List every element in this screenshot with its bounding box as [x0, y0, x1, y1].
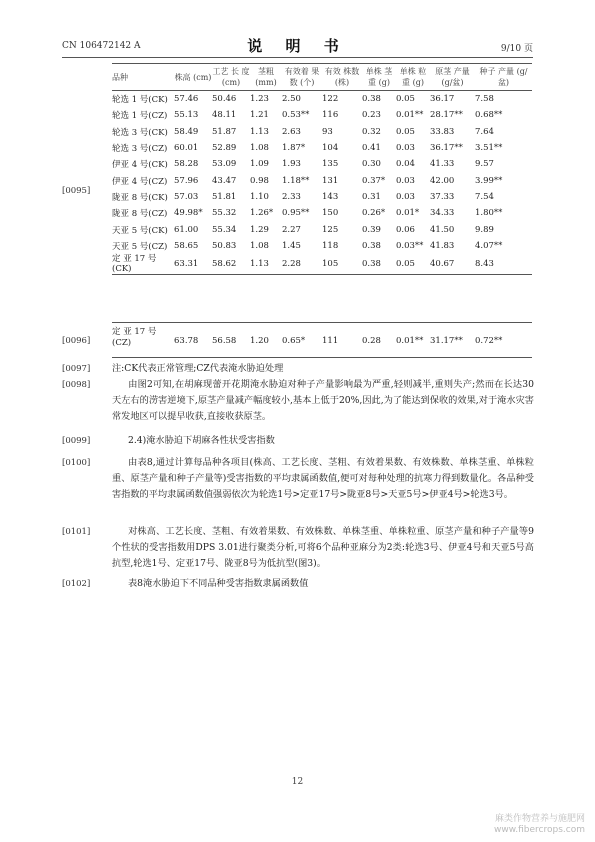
value-cell: 50.46 [212, 94, 237, 105]
value-cell: 56.58 [212, 336, 237, 346]
value-cell: 1.93 [282, 159, 301, 170]
para-tag-0095: [0095] [62, 186, 91, 196]
value-cell: 9.57 [475, 159, 494, 170]
table-row [112, 124, 532, 140]
value-cell: 52.89 [212, 143, 237, 154]
value-cell: 1.09 [250, 159, 269, 170]
value-cell: 0.03 [396, 143, 415, 154]
value-cell: 2.28 [282, 258, 301, 269]
value-cell: 105 [322, 258, 339, 269]
value-cell: 0.72** [475, 336, 503, 346]
value-cell: 9.89 [475, 224, 494, 235]
para-tag-0102: [0102] [62, 579, 91, 589]
value-cell: 63.31 [174, 258, 199, 269]
variety-cell: 伊亚 4 号(CK) [112, 160, 168, 171]
value-cell: 0.01** [396, 336, 424, 346]
paragraph-text: 由表8,通过计算每品种各项目(株高、工艺长度、茎粗、有效着果数、有效株数、单株茎重、单株粒重、原茎产量和种子产量等)受害指数的平均隶属函数值,便可对每种处理的抗寒力得到数量化。各品种受害指数的平均隶属函数值强弱依次为轮选1号>定亚17号>陇亚8号>天亚5号>伊亚4号>轮选3号。 [112, 457, 534, 500]
section-heading-text: 2.4)淹水胁迫下胡麻各性状受害指数 [128, 435, 275, 446]
paragraph-0100 [112, 455, 534, 503]
value-cell: 28.17** [430, 110, 463, 121]
para-tag-0099: [0099] [62, 436, 91, 446]
value-cell: 33.83 [430, 126, 455, 137]
header-raw-stem-yield: 原茎 产量 (g/盆) [435, 67, 470, 87]
trait-table [112, 63, 532, 275]
value-cell: 1.10 [250, 191, 269, 202]
value-cell: 37.33 [430, 191, 455, 202]
value-cell: 2.27 [282, 224, 301, 235]
value-cell: 51.87 [212, 126, 237, 137]
value-cell: 0.04 [396, 159, 415, 170]
section-heading [112, 433, 534, 449]
table-row [112, 107, 532, 123]
value-cell: 0.95** [282, 208, 310, 219]
value-cell: 0.23 [362, 110, 381, 121]
header-variety: 品种 [112, 72, 128, 82]
value-cell: 0.41 [362, 143, 381, 154]
page-indicator: 9/10 页 [500, 44, 533, 54]
value-cell: 1.20 [250, 336, 269, 346]
value-cell: 0.05 [396, 126, 415, 137]
header-technical-length: 工艺 长 度 (cm) [212, 67, 250, 87]
value-cell: 7.64 [475, 126, 494, 137]
value-cell: 60.01 [174, 143, 199, 154]
value-cell: 0.38 [362, 258, 381, 269]
value-cell: 0.28 [362, 336, 381, 346]
value-cell: 57.46 [174, 94, 199, 105]
value-cell: 57.03 [174, 191, 199, 202]
variety-cell: 伊亚 4 号(CZ) [112, 176, 168, 187]
value-cell: 41.50 [430, 224, 455, 235]
table-row [112, 172, 532, 188]
value-cell: 48.11 [212, 110, 237, 121]
value-cell: 34.33 [430, 208, 455, 219]
value-cell: 135 [322, 159, 339, 170]
value-cell: 1.13 [250, 258, 269, 269]
value-cell: 1.29 [250, 224, 269, 235]
value-cell: 0.05 [396, 94, 415, 105]
value-cell: 1.80** [475, 208, 503, 219]
variety-cell: 天亚 5 号(CK) [112, 225, 168, 236]
value-cell: 93 [322, 126, 333, 137]
header-effective-bolls: 有效着 果数 (个) [284, 67, 320, 87]
value-cell: 36.17 [430, 94, 455, 105]
paragraph-text: 对株高、工艺长度、茎粗、有效着果数、有效株数、单株茎重、单株粒重、原茎产量和种子产量等9个性状的受害指数用DPS 3.01进行聚类分析,可将6个品种亚麻分为2类:轮选3号、伊亚4号和天亚5号高抗型,轮选1号、定亚17号、陇亚8号为低抗型(图3)。 [112, 526, 534, 569]
table-row [112, 238, 532, 254]
value-cell: 31.17** [430, 336, 463, 346]
value-cell: 4.07** [475, 240, 503, 251]
table-row [112, 140, 532, 156]
value-cell: 0.68** [475, 110, 503, 121]
table-row [112, 254, 532, 275]
watermark-site-name: 麻类作物营养与施肥网 [494, 814, 585, 824]
value-cell: 1.45 [282, 240, 301, 251]
value-cell: 0.03 [396, 191, 415, 202]
value-cell: 0.01** [396, 110, 424, 121]
value-cell: 1.21 [250, 110, 269, 121]
value-cell: 41.83 [430, 240, 455, 251]
variety-cell: 轮选 1 号(CZ) [112, 111, 168, 122]
table-header-row [112, 64, 532, 91]
value-cell: 0.03 [396, 175, 415, 186]
variety-cell: 轮选 3 号(CK) [112, 127, 168, 138]
para-tag-0101: [0101] [62, 527, 91, 537]
value-cell: 1.23 [250, 94, 269, 105]
value-cell: 7.58 [475, 94, 494, 105]
value-cell: 2.50 [282, 94, 301, 105]
value-cell: 150 [322, 208, 339, 219]
value-cell: 0.26* [362, 208, 386, 219]
value-cell: 1.13 [250, 126, 269, 137]
watermark-url: www.fibercrops.com [494, 825, 585, 835]
value-cell: 0.03** [396, 240, 424, 251]
table-divider [112, 357, 532, 358]
value-cell: 58.49 [174, 126, 199, 137]
value-cell: 58.65 [174, 240, 199, 251]
value-cell: 0.31 [362, 191, 381, 202]
para-tag-0100: [0100] [62, 458, 91, 468]
table-row [112, 156, 532, 172]
value-cell: 53.09 [212, 159, 237, 170]
value-cell: 0.65* [282, 336, 306, 346]
value-cell: 7.54 [475, 191, 494, 202]
value-cell: 143 [322, 191, 339, 202]
header-rule [62, 57, 533, 58]
value-cell: 0.32 [362, 126, 381, 137]
value-cell: 41.33 [430, 159, 455, 170]
value-cell: 63.78 [174, 336, 199, 346]
variety-cell: 陇亚 8 号(CZ) [112, 209, 168, 220]
value-cell: 0.01* [396, 208, 420, 219]
value-cell: 55.34 [212, 224, 237, 235]
table-caption [112, 576, 534, 592]
value-cell: 55.13 [174, 110, 199, 121]
value-cell: 51.81 [212, 191, 237, 202]
value-cell: 42.00 [430, 175, 455, 186]
value-cell: 0.06 [396, 224, 415, 235]
variety-cell: 定 亚 17 号 (CZ) [112, 327, 157, 348]
value-cell: 8.43 [475, 258, 494, 269]
table-row [112, 205, 532, 221]
value-cell: 0.05 [396, 258, 415, 269]
table-divider [112, 322, 532, 323]
variety-cell: 轮选 1 号(CK) [112, 95, 168, 106]
header-grain-weight: 单株 粒重 (g) [399, 67, 427, 87]
value-cell: 0.39 [362, 224, 381, 235]
value-cell: 43.47 [212, 175, 237, 186]
value-cell: 1.08 [250, 143, 269, 154]
value-cell: 58.28 [174, 159, 199, 170]
value-cell: 3.99** [475, 175, 503, 186]
value-cell: 0.30 [362, 159, 381, 170]
paragraph-0101 [112, 524, 534, 572]
variety-cell: 陇亚 8 号(CK) [112, 192, 168, 203]
value-cell: 36.17** [430, 143, 463, 154]
document-title: 说 明 书 [247, 37, 348, 55]
value-cell: 2.33 [282, 191, 301, 202]
value-cell: 57.96 [174, 175, 199, 186]
value-cell: 50.83 [212, 240, 237, 251]
header-seed-yield: 种子 产量 (g/盆) [479, 67, 528, 87]
para-tag-0098: [0098] [62, 380, 91, 390]
value-cell: 0.37* [362, 175, 386, 186]
header-plant-height: 株高 (cm) [174, 72, 212, 82]
value-cell: 0.38 [362, 240, 381, 251]
patent-number: CN 106472142 A [62, 41, 141, 51]
value-cell: 131 [322, 175, 339, 186]
value-cell: 3.51** [475, 143, 503, 154]
value-cell: 40.67 [430, 258, 455, 269]
value-cell: 0.53** [282, 110, 310, 121]
value-cell: 49.98* [174, 208, 203, 219]
paragraph-text: 由图2可知,在胡麻现蕾开花期淹水胁迫对种子产量影响最为严重,轻则减半,重则失产;然而在长达30天左右的涝害逆境下,原茎产量减产幅度较小,基本上低于20%,因此,为了能达到保收的效果,对于淹水灾害常发地区可以提早收获,直接收获原茎。 [112, 379, 534, 422]
variety-cell: 定 亚 17 号 (CK) [112, 253, 157, 274]
header-stem-weight: 单株 茎重 (g) [365, 67, 393, 87]
para-tag-0097: [0097] [62, 364, 91, 374]
value-cell: 1.87* [282, 143, 306, 154]
value-cell: 122 [322, 94, 339, 105]
value-cell: 116 [322, 110, 339, 121]
table-row [112, 91, 532, 108]
note-paragraph: 注:CK代表正常管理;CZ代表淹水胁迫处理 [112, 363, 284, 374]
header-stem-diameter: 茎粗 (mm) [255, 67, 277, 87]
value-cell: 1.18** [282, 175, 310, 186]
variety-cell: 轮选 3 号(CZ) [112, 144, 168, 155]
value-cell: 125 [322, 224, 339, 235]
value-cell: 118 [322, 240, 339, 251]
value-cell: 61.00 [174, 224, 199, 235]
value-cell: 104 [322, 143, 339, 154]
page-number: 12 [291, 777, 304, 787]
value-cell: 111 [322, 336, 339, 346]
para-tag-0096: [0096] [62, 336, 91, 346]
value-cell: 1.08 [250, 240, 269, 251]
table-caption-text: 表8淹水胁迫下不同品种受害指数隶属函数值 [128, 578, 309, 589]
table-row [112, 189, 532, 205]
value-cell: 0.98 [250, 175, 269, 186]
value-cell: 58.62 [212, 258, 237, 269]
value-cell: 1.26* [250, 208, 274, 219]
variety-cell: 天亚 5 号(CZ) [112, 241, 168, 252]
table-row [112, 221, 532, 237]
value-cell: 0.38 [362, 94, 381, 105]
value-cell: 2.63 [282, 126, 301, 137]
header-effective-plants: 有效 株数 (株) [324, 67, 360, 87]
value-cell: 55.32 [212, 208, 237, 219]
paragraph-0098 [112, 377, 534, 425]
